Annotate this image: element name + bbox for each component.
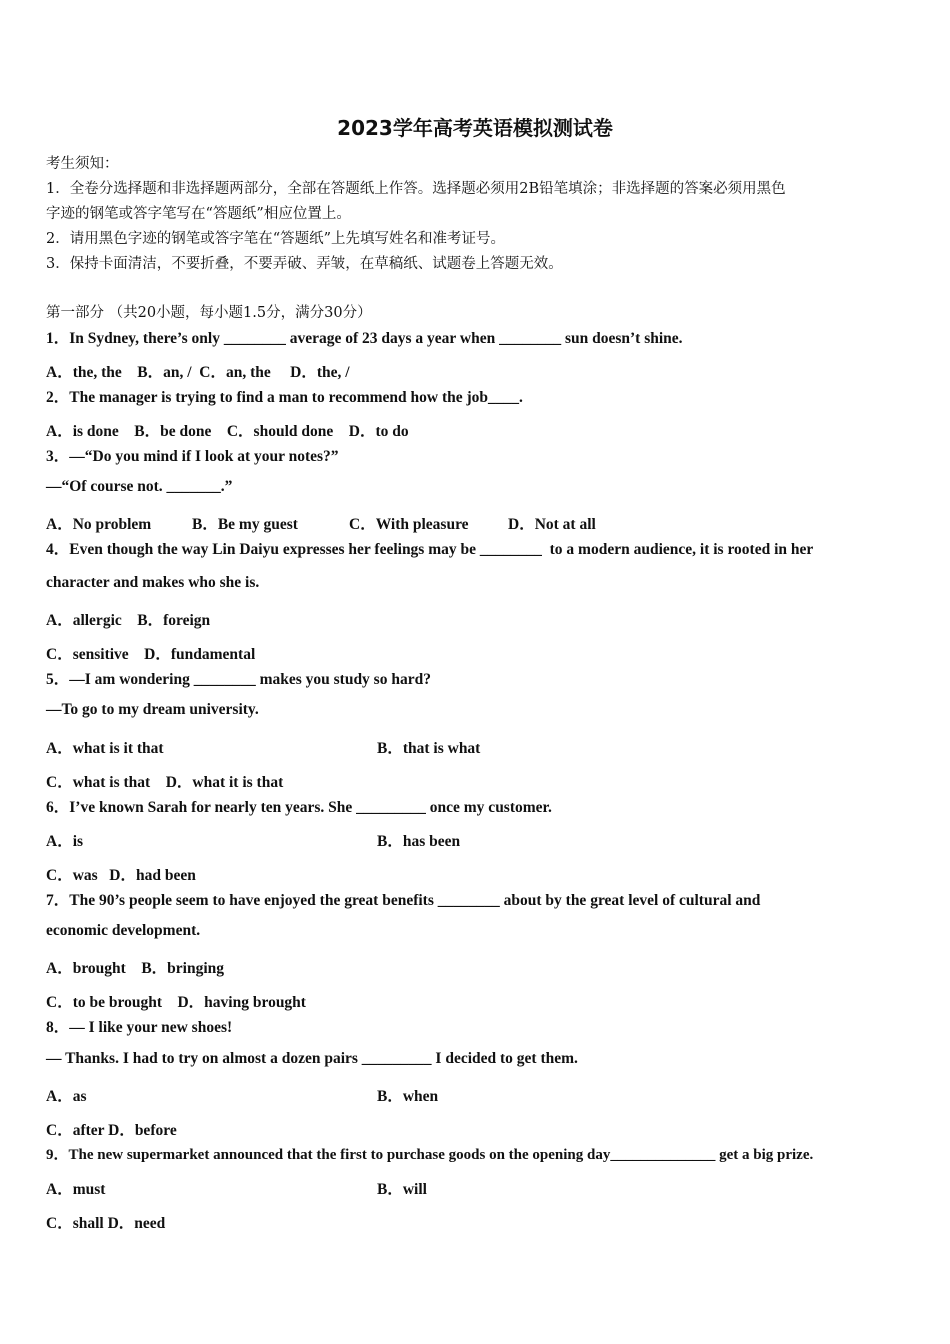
question-9-stem: 9．The new supermarket announced that the first to purchase goods on the opening day______________ get a big prize. [46,1147,814,1163]
notice-line-2: 2．请用黑色字迹的钢笔或答字笔在“答题纸”上先填写姓名和准考证号。 [46,231,506,247]
question-7-stem-cont: economic development. [46,922,201,939]
question-8-reply: — Thanks. I had to try on almost a dozen pairs _________ I decided to get them. [46,1050,578,1067]
question-1-stem: 1．In Sydney, there’s only ________ average of 23 days a year when ________ sun doesn’t shine. [46,330,683,347]
question-3-stem: 3．—“Do you mind if I look at your notes?” [46,448,339,465]
exam-title: 2023学年高考英语模拟测试卷 [337,116,613,140]
question-3-option-d: D．Not at all [508,516,596,533]
question-4-options-row-1: A．allergic B．foreign [46,612,211,629]
question-5-stem: 5．—I am wondering ________ makes you study so hard? [46,671,431,688]
question-6-option-b: B．has been [377,833,461,850]
question-4-options-row-2: C．sensitive D．fundamental [46,646,256,663]
question-2-stem: 2．The manager is trying to find a man to recommend how the job____. [46,389,523,406]
question-8-stem: 8．— I like your new shoes! [46,1019,233,1036]
notice-line-1-cont: 字迹的钢笔或答字笔写在“答题纸”相应位置上。 [46,206,351,222]
question-6-options-row-2: C．was D．had been [46,867,196,884]
question-1-options: A．the, the B．an, / C．an, the D．the, / [46,364,350,381]
notice-line-1: 1．全卷分选择题和非选择题两部分，全部在答题纸上作答。选择题必须用2B铅笔填涂；非选择题的答案必须用黑色 [46,181,786,197]
question-8-option-b: B．when [377,1088,439,1105]
question-9-option-a: A．must [46,1181,106,1198]
question-9-options-row-2: C．shall D．need [46,1215,166,1232]
question-5-option-b: B．that is what [377,740,481,757]
question-4-stem: 4．Even though the way Lin Daiyu expresses her feelings may be ________ to a modern audience, it is rooted in her [46,541,814,558]
notice-heading: 考生须知： [46,156,119,172]
question-3-option-a: A．No problem [46,516,152,533]
question-7-options-row-1: A．brought B．bringing [46,960,225,977]
question-6-stem: 6．I’ve known Sarah for nearly ten years. She _________ once my customer. [46,799,552,816]
question-6-option-a: A．is [46,833,84,850]
question-8-option-a: A．as [46,1088,87,1105]
question-7-options-row-2: C．to be brought D．having brought [46,994,306,1011]
question-3-option-c: C．With pleasure [349,516,469,533]
notice-line-3: 3．保持卡面清洁，不要折叠，不要弄破、弄皱，在草稿纸、试题卷上答题无效。 [46,256,563,272]
question-7-stem: 7．The 90’s people seem to have enjoyed the great benefits ________ about by the great level of cultural and [46,892,761,909]
question-3-option-b: B．Be my guest [192,516,298,533]
section-heading: 第一部分 （共20小题，每小题1.5分，满分30分） [46,305,372,321]
question-2-options: A．is done B．be done C．should done D．to do [46,423,409,440]
question-5-reply: —To go to my dream university. [46,701,259,718]
question-8-options-row-2: C．after D．before [46,1122,177,1139]
question-4-stem-cont: character and makes who she is. [46,574,260,591]
question-9-option-b: B．will [377,1181,427,1198]
question-5-option-a: A．what is it that [46,740,164,757]
question-5-options-row-2: C．what is that D．what it is that [46,774,284,791]
question-3-reply: —“Of course not. _______.” [46,478,233,495]
